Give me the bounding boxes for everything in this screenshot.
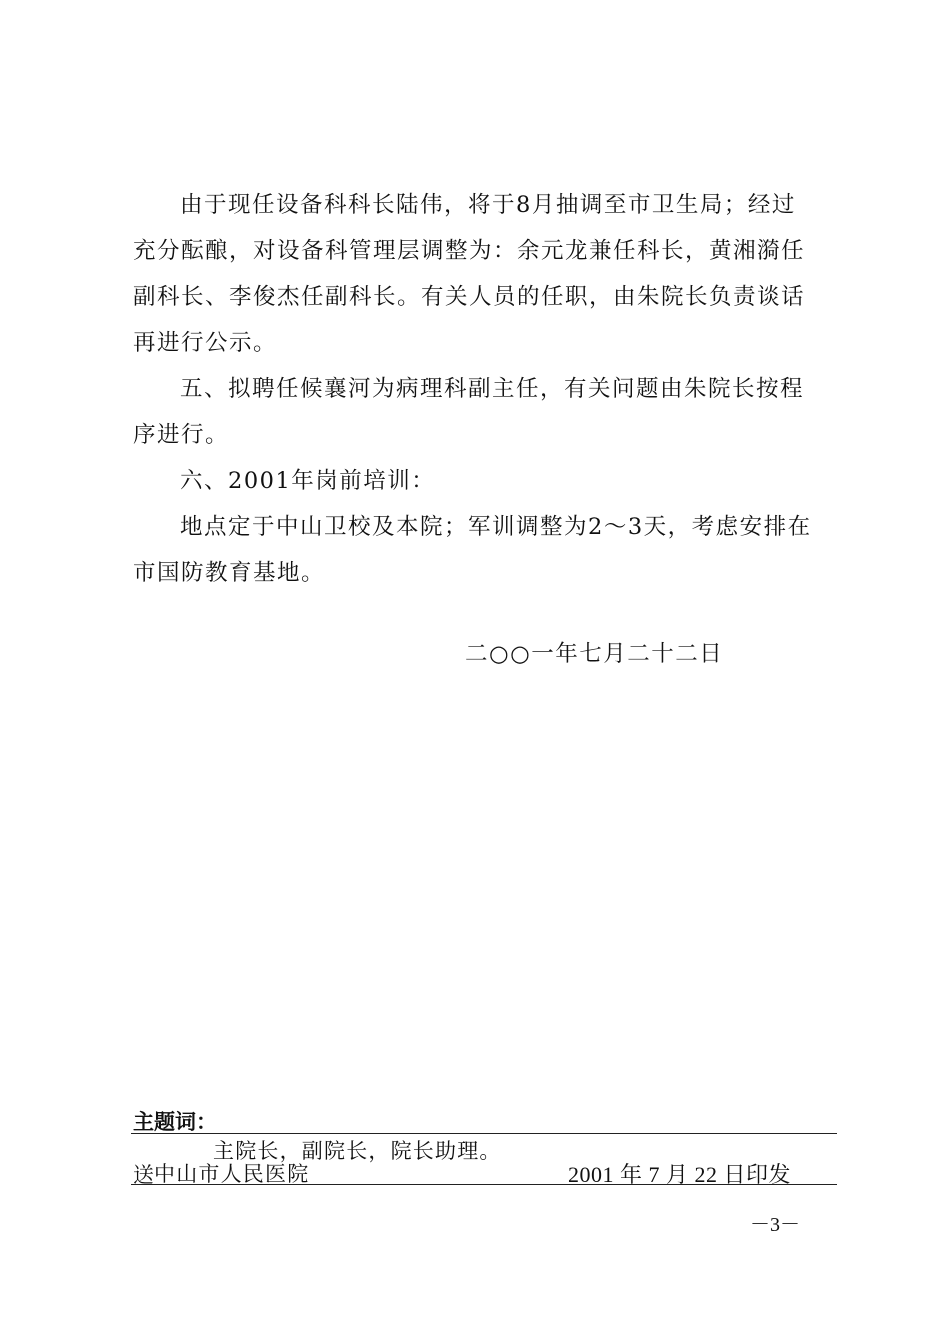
paragraph-item-five <box>133 366 845 458</box>
divider-line <box>131 1133 837 1134</box>
issue-date: 2001 年 7 月 22 日印发 <box>568 1162 792 1187</box>
paragraph-equipment-department <box>133 182 845 366</box>
text-line: 充分酝酿，对设备科管理层调整为：余元龙兼任科长，黄湘漪任 <box>133 238 806 264</box>
text-line: 市国防教育基地。 <box>133 560 326 586</box>
text-line: 地点定于中山卫校及本院；军训调整为2～3天，考虑安排在 <box>180 514 812 540</box>
keywords-title: 主题词： <box>133 1110 217 1134</box>
text-line: 副科长、李俊杰任副科长。有关人员的任职，由朱院长负责谈话 <box>133 284 806 310</box>
text-line: 五、拟聘任候襄河为病理科副主任，有关问题由朱院长按程 <box>180 376 805 402</box>
paragraph-item-six <box>133 458 845 504</box>
keywords-text: 主院长，副院长，院长助理。 <box>213 1139 502 1163</box>
paragraph-training-location <box>133 504 845 596</box>
text-line: 序进行。 <box>133 422 230 448</box>
document-date: 二○○一年七月二十二日 <box>465 641 724 667</box>
divider-line <box>131 1184 837 1185</box>
text-line: 由于现任设备科科长陆伟，将于8月抽调至市卫生局；经过 <box>180 192 796 218</box>
text-line: 六、2001年岗前培训： <box>180 468 436 494</box>
page-number: －3－ <box>750 1214 800 1236</box>
issuing-organization: 中山市人民医院 <box>154 1162 310 1186</box>
send-label: 送 <box>133 1163 154 1187</box>
text-line: 再进行公示。 <box>133 330 278 356</box>
